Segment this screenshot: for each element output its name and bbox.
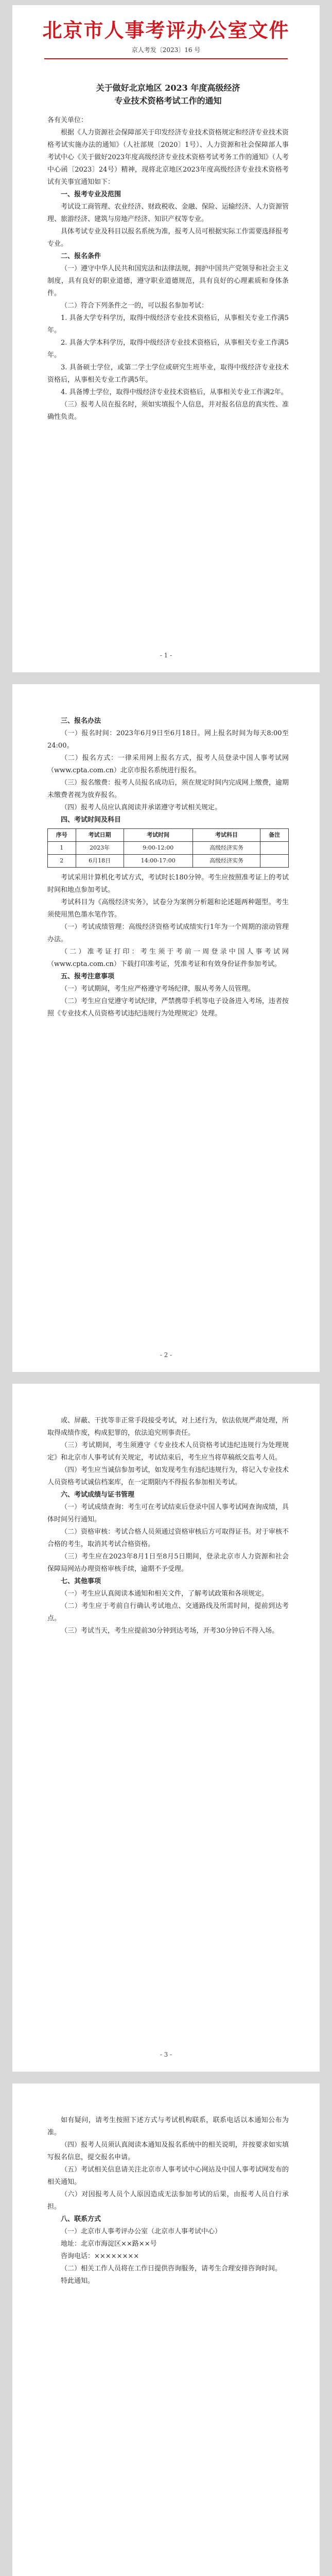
closing-line: 特此通知。 (61, 2277, 95, 2285)
paragraph: （一）考试成绩管理：高级经济资格考试成绩实行1年为一个周期的滚动管理办法。 (47, 923, 289, 943)
paragraph: 地址：北京市海淀区××路××号 (61, 2240, 157, 2248)
exam-schedule-table (47, 828, 289, 868)
paragraph: （三）考试当天，考生应提前30分钟到达考场，开考30分钟后不得入场。 (61, 1627, 279, 1635)
paragraph: 考试采用计算机化考试方式，考试时长180分钟。考生应按照准考证上的考试时间和地点参加考试。 (47, 874, 289, 894)
issuer-title: 北京市人事考评办公室文件 (42, 19, 290, 42)
document-header (12, 19, 320, 59)
document-page-4 (12, 2083, 320, 2576)
table-row (48, 855, 289, 868)
section-heading-7: 七、其他事项 (61, 1578, 101, 1585)
section-heading-8: 八、联系方式 (61, 2215, 101, 2223)
section-heading-2: 二、报名条件 (61, 252, 101, 260)
paragraph: （一）报名时间：2023年6月9日至6月18日。网上报名时间为每天8:00至24:00。 (47, 730, 289, 750)
paragraph: （三）考生应在2023年8月1日至8月5日期间，登录北京市人力资源和社会保障局网站办理资格审核手续，逾期不予受理。 (47, 1553, 289, 1573)
paragraph: （三）考试期间，考生须遵守《专业技术人员资格考试违纪违规行为处理规定》和北京市人事考试有关规定，考试结束后，考生应当将草稿纸交监考人员。 (47, 1442, 289, 1462)
paragraph: （二）报名方式：一律采用网上报名方式，报考人员登录中国人事考试网（www.cpta.com.cn）北京市报名系统进行报名。 (47, 754, 289, 774)
section-heading-4: 四、考试时间及科目 (61, 816, 121, 824)
page-2-body (47, 715, 289, 1020)
table-cell: 高级经济实务 (193, 855, 260, 868)
paragraph: （二）考生应于考前自行确认考试地点、交通路线及所需时间，提前到达考点。 (47, 1602, 289, 1622)
paragraph: （二）资格审核：考试合格人员须通过资格审核后方可取得证书。对于审核不合格的考生，取消其考试合格资格。 (47, 1528, 289, 1548)
red-divider (44, 58, 288, 59)
paragraph: 4. 具备博士学位，取得中级经济专业技术资格后，从事相关专业工作满2年。 (61, 388, 288, 396)
table-cell: 高级经济实务 (193, 842, 260, 855)
document-page-3 (12, 1384, 320, 2072)
table-header-cell: 序号 (48, 829, 76, 842)
paragraph: （四）报考人员须认真阅读本通知及报名系统中的相关说明，并按要求如实填写报名信息，提交报名申请。 (47, 2141, 289, 2161)
table-cell (260, 855, 289, 868)
paragraph: 具体考试专业及科目以报名系统为准，报考人员可根据实际工作需要选择报考专业。 (47, 228, 289, 248)
page-number: - 1 - (160, 652, 172, 659)
paragraph: （二）符合下列条件之一的，可以报名参加考试： (61, 302, 208, 310)
paragraph: 或、屏蔽、干扰等非正常手段接受考试，对上述行为，依法依规严肃处理，所取得成绩作废，构成犯罪的，依法追究刑事责任。 (47, 1417, 289, 1437)
paragraph: （一）遵守中华人民共和国宪法和法律法规，拥护中国共产党领导和社会主义制度，具有良好的职业道德，遵守职业道德规范，具有良好的心理素质和身体条件。 (47, 265, 289, 297)
page-3-body (47, 1415, 289, 1637)
paragraph: （一）考试成绩查询：考生可在考试结束后登录中国人事考试网查询成绩，具体时间另行通知。 (47, 1503, 289, 1523)
intro-paragraph: 根据《人力资源社会保障部关于印发经济专业技术资格规定和经济专业技术资格考试实施办法的通知》（人社部规〔2020〕1号）、人力资源和社会保障部人事考试中心《关于做好2023年度高级经济专业技术资格考试考务工作的通知》（人考中心函〔2023〕24号）精神，现将北京地区2023年度高级经济专业技术资格考试有关事宜通知如下： (47, 129, 289, 186)
paragraph: （一）考生应认真阅读本通知和相关文件，了解考试政策和各项规定。 (61, 1590, 269, 1598)
paragraph: 如有疑问，请考生按照下述方式与考试机构联系，联系电话以本通知公布为准。 (47, 2116, 289, 2137)
paragraph: （五）考试相关信息请关注北京市人事考试中心网站及中国人事考试网发布的相关通知。 (47, 2166, 289, 2186)
table-row (48, 842, 289, 855)
paragraph: （二）准考证打印：考生须于考前一周登录中国人事考试网（www.cpta.com.cn）下载打印准考证，凭准考证和有效身份证件参加考试。 (47, 948, 289, 968)
table-cell: 1 (48, 842, 76, 855)
paragraph: 1. 具备大学专科学历，取得中级经济专业技术资格后，从事相关专业工作满5年。 (47, 314, 289, 334)
table-cell (260, 842, 289, 855)
document-title-line-2: 专业技术资格考试工作的通知 (114, 96, 222, 106)
document-title (47, 81, 289, 107)
section-heading-5: 五、报考注意事项 (61, 973, 115, 980)
section-heading-1: 一、报考专业及范围 (61, 191, 121, 198)
document-number: 京人考发〔2023〕16 号 (131, 46, 201, 54)
paragraph: （二）相关工作人员将在工作日提供咨询服务，请考生合理安排咨询时间。 (61, 2265, 282, 2273)
paragraph: （四）报考人员应认真阅读并承诺遵守考试相关规定。 (61, 804, 222, 811)
table-cell: 2 (48, 855, 76, 868)
document-title-line-1: 关于做好北京地区 2023 年度高级经济 (96, 83, 240, 93)
page-number: - 3 - (160, 2051, 172, 2058)
page-4-body (47, 2114, 289, 2287)
paragraph: （一）北京市人事考评办公室（北京市人事考试中心） (61, 2228, 222, 2235)
salutation: 各有关单位： (47, 116, 88, 124)
paragraph: 考试设工商管理、农业经济、财政税收、金融、保险、运输经济、人力资源管理、旅游经济、建筑与房地产经济、知识产权等专业。 (47, 203, 289, 223)
document-page-2 (12, 684, 320, 1372)
document-page-1 (12, 5, 320, 672)
paragraph: （三）报考人员在报名时，须如实填报个人信息，并对报名信息的真实性、准确性负责。 (47, 401, 289, 421)
paragraph: 3. 具备硕士学位，或第二学士学位或研究生班毕业，取得中级经济专业技术资格后，从事相关专业工作满5年。 (47, 364, 289, 384)
table-header-cell: 考试科目 (193, 829, 260, 842)
table-cell: 2023年 (76, 842, 124, 855)
table-header-cell: 考试日期 (76, 829, 124, 842)
paragraph: （六）对因报考人员个人原因造成无法参加考试的后果，由报考人员自行承担。 (47, 2191, 289, 2211)
table-cell: 6月18日 (76, 855, 124, 868)
paragraph: 考试科目为《高级经济实务》，试卷分为案例分析题和论述题两种题型。考生须使用黑色墨水笔作答。 (47, 899, 289, 919)
paragraph: （三）报名缴费：报考人员报名成功后，须在规定时间内完成网上缴费，逾期未缴费者视为放弃报名。 (47, 779, 289, 799)
section-heading-3: 三、报名办法 (61, 717, 101, 725)
table-cell: 14:00-17:00 (124, 855, 193, 868)
page-number: - 2 - (160, 1351, 172, 1359)
paragraph: （一）考试期间，考生应严格遵守考场纪律，服从考务人员管理。 (61, 985, 255, 993)
paragraph: 2. 具备大学本科学历，取得中级经济专业技术资格后，从事相关专业工作满5年。 (47, 339, 289, 359)
table-header-cell: 备注 (260, 829, 289, 842)
table-header-row (48, 829, 289, 842)
paragraph: （四）考生应当诚信参加考试，如发现考生有违纪违规行为，将记入专业技术人员资格考试诚信档案库，在一定期限内不得报名参加相关考试。 (47, 1466, 289, 1486)
paragraph: （二）考生应自觉遵守考试纪律，严禁携带手机等电子设备进入考场，违者按照《专业技术人员资格考试违纪违规行为处理规定》处理。 (47, 997, 289, 1018)
paragraph: 咨询电话：×××××××× (61, 2252, 139, 2260)
page-1-body (47, 77, 289, 423)
section-heading-6: 六、考试成绩与证书管理 (61, 1491, 135, 1499)
table-header-cell: 考试时间 (124, 829, 193, 842)
table-cell: 9:00-12:00 (124, 842, 193, 855)
